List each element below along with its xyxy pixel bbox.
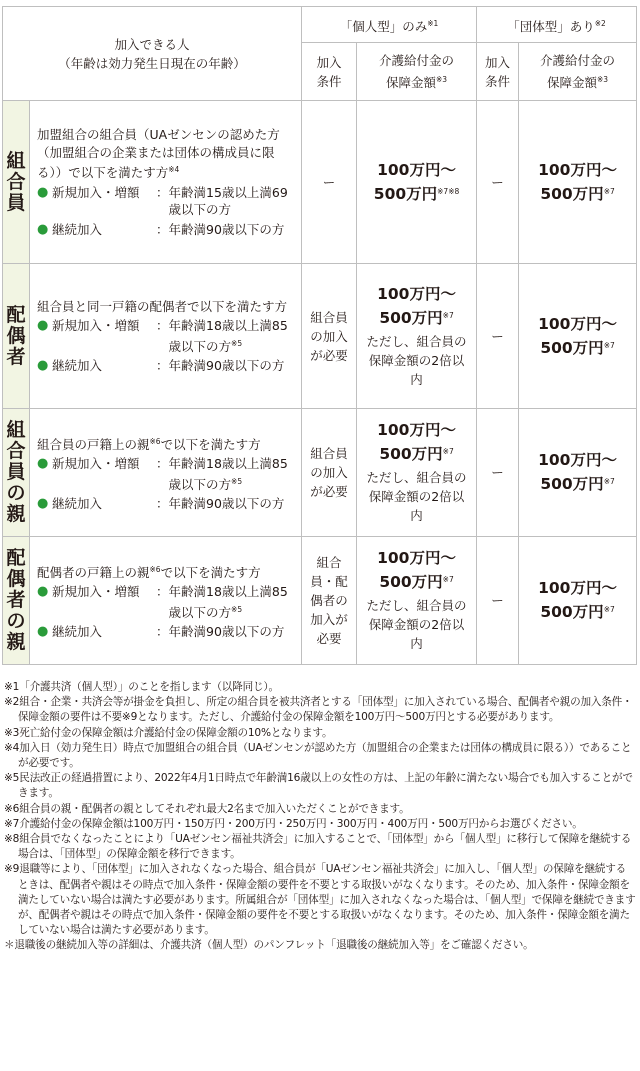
row-intro: 組合員の戸籍上の親 [37,436,150,452]
individual-amount-line2: 500万円 [379,573,443,591]
individual-amount-note: ただし、組合員の保障金額の2倍以内 [366,333,467,387]
new-join-value: 年齢満15歳以上満69歳以下の方 [168,184,288,217]
green-bullet-icon: ● [37,358,49,373]
header-guarantee-line1: 介護給付金の [379,53,455,68]
green-bullet-icon: ● [37,496,49,511]
footnote: ※1「介護共済（個人型）」のことを指します（以降同じ）。 [4,681,279,693]
header-guarantee-sup: ※3 [436,75,448,84]
continue-join-value: 年齢満90歳以下の方 [168,358,285,373]
continue-join-value: 年齢満90歳以下の方 [168,496,285,511]
continue-join-label: 継続加入 [52,496,103,511]
group-join-condition: ー [477,101,519,264]
individual-amount-sup: ※7 [442,310,454,320]
footnotes [4,680,636,954]
header-group-yes [477,7,637,43]
new-join-value: 年齢満18歳以上満85歳以下の方 [168,456,288,492]
group-amount [519,409,637,537]
individual-join-condition: 組合員の加入が必要 [302,409,357,537]
individual-amount-note: ただし、組合員の保障金額の2倍以内 [366,470,467,523]
individual-amount-line1: 100万円〜 [377,549,456,567]
green-bullet-icon: ● [37,584,49,599]
row-description: 組合員と同一戸籍の配偶者で以下を満たす方 ● 新規加入・増額 ： 年齢満18歳以上満85歳以下の方$^{※5}$ ● 継続加入 ： 年齢満90歳以下の方 [30,264,302,409]
group-amount-sup: ※7 [603,477,615,486]
group-amount [519,537,637,665]
row-intro-tail: で以下を満たす方 [160,564,261,580]
header-group-yes-sup: ※2 [594,18,606,28]
header-join-cond-line2: 条件 [485,73,511,89]
row-intro-sup: ※6 [149,436,161,446]
row-intro: 組合員と同一戸籍の配偶者で以下を満たす方 [37,298,288,314]
new-join-sup: ※5 [231,476,243,486]
green-bullet-icon: ● [37,184,49,200]
footnote: ※5民法改正の経過措置により、2022年4月1日時点で年齢満16歳以上の女性の方は、上記の年齢に満たない場合でも加入することができます。 [4,772,633,800]
new-join-sup: ※5 [231,604,243,614]
green-bullet-icon: ● [37,221,49,237]
group-amount-sup: ※7 [603,340,615,350]
header-individual-only [302,7,477,43]
new-join-label: 新規加入・増額 [52,318,140,333]
group-amount-line2: 500万円 [540,338,604,357]
new-join-value: 年齢満18歳以上満85歳以下の方 [168,318,288,354]
continue-join-label: 継続加入 [52,221,103,237]
row-intro-sup: ※4 [168,165,180,174]
new-join-label: 新規加入・増額 [52,456,140,471]
footnote: ※3死亡給付金の保障金額は介護給付金の保障金額の10%となります。 [4,726,333,739]
group-amount [519,264,637,409]
header-guarantee-line1: 介護給付金の [540,53,616,68]
footnote: ※9退職等により、「団体型」に加入されなくなった場合、組合員が「UAゼンセン福祉共済会」に加入し、「個人型」の保障を継続するときは、配偶者や親はその時点で加入条件・保障金額の要件を不要とする取扱いがなくなります。そのため、加入条件・保障金額を満たしていない場合は満たす必要があります。所属組合が「団体型」に加入されなくなった場合は、「個人型」で保障を継続できますが、配偶者や親はその時点で加入条件・保障金額の要件を不要とする取扱いがなくなります。そのため、加入条件・保障金額を満たしていない場合は満たす必要があります。 [4,863,636,937]
footnote: ※7介護給付金の保障金額は100万円・150万円・200万円・250万円・300万円・400万円・500万円からお選びください。 [4,817,583,830]
header-who-line2: （年齢は効力発生日現在の年齢） [58,55,246,71]
individual-amount-line1: 100万円〜 [377,421,456,439]
individual-amount-sup: ※7※8 [437,186,460,196]
group-join-condition: ー [477,264,519,409]
group-amount-line1: 100万円〜 [538,160,617,179]
continue-join-label: 継続加入 [52,624,103,639]
footnote: ＊退職後の継続加入等の詳細は、介護共済（個人型）のパンフレット「退職後の継続加入等」をご確認ください。 [4,939,534,952]
row-side-label: 配 偶 者 [3,264,30,409]
group-join-condition: ー [477,537,519,665]
header-join-cond-individual [302,43,357,101]
header-guarantee-sup: ※3 [597,75,609,84]
row-description: 配偶者の戸籍上の親$^{※6}$で以下を満たす方 ● 新規加入・増額 ： 年齢満18歳以上満85歳以下の方$^{※5}$ ● 継続加入 ： 年齢満90歳以下の方 [30,537,302,665]
green-bullet-icon: ● [37,318,49,333]
new-join-value: 年齢満18歳以上満85歳以下の方 [168,584,288,620]
individual-amount-line2: 500万円 [379,308,443,327]
group-amount-line2: 500万円 [540,603,604,621]
continue-join-value: 年齢満90歳以下の方 [168,624,285,639]
header-individual-only-label: 「個人型」のみ [339,18,428,34]
coverage-table [2,6,637,665]
header-join-cond-line1: 加入 [316,54,342,70]
individual-join-condition: ー [302,101,357,264]
header-who [3,7,302,101]
individual-amount-line2: 500万円 [379,445,443,463]
header-group-yes-label: 「団体型」あり [507,18,595,34]
group-amount [519,101,637,264]
green-bullet-icon: ● [37,624,49,639]
individual-amount-sup: ※7 [442,447,454,456]
footnote: ※6組合員の親・配偶者の親としてそれぞれ最大2名まで加入いただくことができます。 [4,802,410,815]
individual-amount-line1: 100万円〜 [377,284,456,303]
group-amount-line1: 100万円〜 [538,314,617,333]
individual-amount [357,537,477,665]
table-row [3,264,637,409]
row-side-label: 組 合 員 [3,101,30,264]
individual-amount [357,101,477,264]
row-intro-tail: で以下を満たす方 [160,436,261,452]
group-amount-line1: 100万円〜 [538,451,617,469]
individual-join-condition: 組合員の加入が必要 [302,264,357,409]
header-join-cond-line2: 条件 [316,73,342,89]
green-bullet-icon: ● [37,456,49,471]
group-join-condition: ー [477,409,519,537]
continue-join-label: 継続加入 [52,358,103,373]
group-amount-line2: 500万円 [540,475,604,493]
group-amount-line2: 500万円 [540,184,604,203]
header-who-line1: 加入できる人 [114,36,190,52]
continue-join-value: 年齢満90歳以下の方 [168,221,285,237]
header-guarantee-individual [357,43,477,101]
footnote: ※2組合・企業・共済会等が掛金を負担し、所定の組合員を被共済者とする「団体型」に加入されている場合、配偶者や親の加入条件・保障金額の要件は不要※9となります。ただし、介護給付金の保障金額を100万円〜500万円とする必要があります。 [4,696,633,724]
table-row [3,537,637,665]
individual-amount [357,409,477,537]
row-side-label: 配 偶 者 の 親 [3,537,30,665]
header-guarantee-group [519,43,637,101]
group-amount-sup: ※7 [603,605,615,614]
individual-join-condition: 組合員・配偶者の加入が必要 [302,537,357,665]
footnote: ※8組合員でなくなったことにより「UAゼンセン福祉共済会」に加入することで、「団体型」から「個人型」に移行して保障を継続する場合は、「団体型」の保障金額を移行できます。 [4,833,632,861]
individual-amount-sup: ※7 [442,575,454,584]
row-intro-sup: ※6 [149,564,161,574]
header-individual-only-sup: ※1 [427,18,439,28]
header-guarantee-line2: 保障金額 [385,75,436,90]
header-join-cond-group [477,43,519,101]
new-join-label: 新規加入・増額 [52,184,140,200]
row-intro: 配偶者の戸籍上の親 [37,564,150,580]
row-intro: 加盟組合の組合員（UAゼンセンの認めた方（加盟組合の企業または団体の構成員に限る））で以下を満たす方 [37,127,280,180]
row-description: 組合員の戸籍上の親$^{※6}$で以下を満たす方 ● 新規加入・増額 ： 年齢満18歳以上満85歳以下の方$^{※5}$ ● 継続加入 ： 年齢満90歳以下の方 [30,409,302,537]
table-row [3,409,637,537]
header-join-cond-line1: 加入 [485,54,511,70]
row-side-label: 組 合 員 の 親 [3,409,30,537]
new-join-label: 新規加入・増額 [52,584,140,599]
new-join-sup: ※5 [231,338,243,348]
footnote: ※4加入日（効力発生日）時点で加盟組合の組合員（UAゼンセンが認めた方（加盟組合の企業または団体の構成員に限る））であることが必要です。 [4,741,632,770]
header-guarantee-line2: 保障金額 [547,75,598,90]
individual-amount-line1: 100万円〜 [377,160,456,179]
individual-amount-note: ただし、組合員の保障金額の2倍以内 [366,598,467,651]
table-row [3,101,637,264]
individual-amount [357,264,477,409]
group-amount-line1: 100万円〜 [538,579,617,597]
row-description: 加盟組合の組合員（UAゼンセンの認めた方（加盟組合の企業または団体の構成員に限る））で以下を満たす方$^{※4}$ ● 新規加入・増額 ： 年齢満15歳以上満69歳以下の方 ● 継続加入 ： 年齢満90歳以下の方 [30,101,302,264]
group-amount-sup: ※7 [603,186,615,196]
individual-amount-line2: 500万円 [373,184,438,203]
